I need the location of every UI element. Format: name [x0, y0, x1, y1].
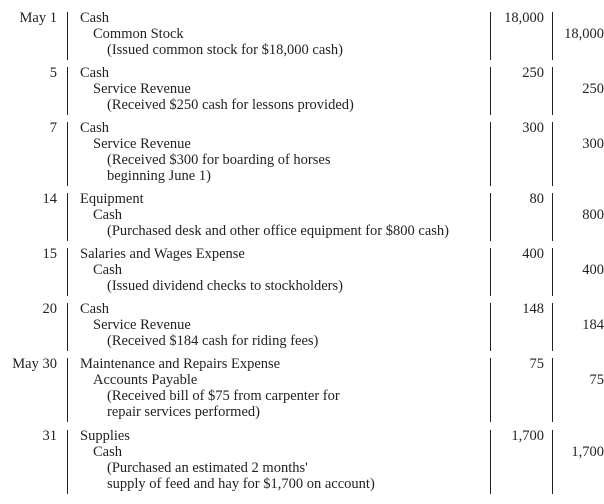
debit-amount: 75: [529, 356, 544, 372]
entry-date: 31: [42, 428, 57, 444]
debit-account: Cash: [80, 301, 109, 317]
date-divider: [67, 67, 68, 115]
credit-amount: 184: [582, 317, 604, 333]
debit-account: Cash: [80, 65, 109, 81]
credit-amount: 800: [582, 207, 604, 223]
debit-amount: 148: [522, 301, 544, 317]
entry-explanation: (Purchased an estimated 2 months': [107, 460, 308, 476]
credit-amount: 75: [589, 372, 604, 388]
credit-account: Service Revenue: [93, 136, 191, 152]
entry-date: 14: [42, 191, 57, 207]
debit-amount: 1,700: [511, 428, 544, 444]
debit-column-rule: [490, 12, 491, 60]
date-divider: [67, 430, 68, 494]
date-divider: [67, 303, 68, 351]
credit-column-rule: [552, 12, 553, 60]
credit-account: Cash: [93, 262, 122, 278]
debit-amount: 80: [529, 191, 544, 207]
credit-amount: 18,000: [564, 26, 604, 42]
debit-account: Cash: [80, 120, 109, 136]
entry-date: 7: [49, 120, 57, 136]
debit-account: Equipment: [80, 191, 144, 207]
debit-amount: 18,000: [504, 10, 544, 26]
entry-explanation: beginning June 1): [107, 168, 211, 184]
credit-column-rule: [552, 67, 553, 115]
entry-date: May 30: [12, 356, 57, 372]
credit-column-rule: [552, 303, 553, 351]
entry-explanation: (Received bill of $75 from carpenter for: [107, 388, 340, 404]
debit-amount: 250: [522, 65, 544, 81]
credit-account: Accounts Payable: [93, 372, 198, 388]
date-divider: [67, 122, 68, 186]
entry-explanation: (Issued dividend checks to stockholders): [107, 278, 343, 294]
debit-column-rule: [490, 248, 491, 296]
credit-account: Cash: [93, 207, 122, 223]
entry-explanation: supply of feed and hay for $1,700 on account): [107, 476, 375, 492]
debit-account: Salaries and Wages Expense: [80, 246, 245, 262]
debit-amount: 400: [522, 246, 544, 262]
date-divider: [67, 193, 68, 241]
entry-date: 15: [42, 246, 57, 262]
debit-column-rule: [490, 358, 491, 422]
debit-account: Cash: [80, 10, 109, 26]
debit-column-rule: [490, 430, 491, 494]
credit-account: Service Revenue: [93, 317, 191, 333]
entry-explanation: (Received $300 for boarding of horses: [107, 152, 331, 168]
credit-account: Common Stock: [93, 26, 184, 42]
credit-account: Service Revenue: [93, 81, 191, 97]
entry-explanation: repair services performed): [107, 404, 260, 420]
credit-column-rule: [552, 430, 553, 494]
entry-explanation: (Purchased desk and other office equipment for $800 cash): [107, 223, 449, 239]
credit-amount: 250: [582, 81, 604, 97]
debit-column-rule: [490, 303, 491, 351]
debit-column-rule: [490, 67, 491, 115]
credit-column-rule: [552, 193, 553, 241]
entry-date: May 1: [19, 10, 57, 26]
credit-amount: 400: [582, 262, 604, 278]
credit-column-rule: [552, 122, 553, 186]
credit-column-rule: [552, 248, 553, 296]
credit-amount: 1,700: [571, 444, 604, 460]
debit-amount: 300: [522, 120, 544, 136]
date-divider: [67, 248, 68, 296]
entry-explanation: (Issued common stock for $18,000 cash): [107, 42, 343, 58]
date-divider: [67, 12, 68, 60]
credit-amount: 300: [582, 136, 604, 152]
entry-date: 5: [49, 65, 57, 81]
date-divider: [67, 358, 68, 422]
debit-column-rule: [490, 122, 491, 186]
credit-account: Cash: [93, 444, 122, 460]
credit-column-rule: [552, 358, 553, 422]
entry-date: 20: [42, 301, 57, 317]
debit-account: Maintenance and Repairs Expense: [80, 356, 281, 372]
entry-explanation: (Received $250 cash for lessons provided): [107, 97, 354, 113]
debit-column-rule: [490, 193, 491, 241]
debit-account: Supplies: [80, 428, 130, 444]
entry-explanation: (Received $184 cash for riding fees): [107, 333, 319, 349]
